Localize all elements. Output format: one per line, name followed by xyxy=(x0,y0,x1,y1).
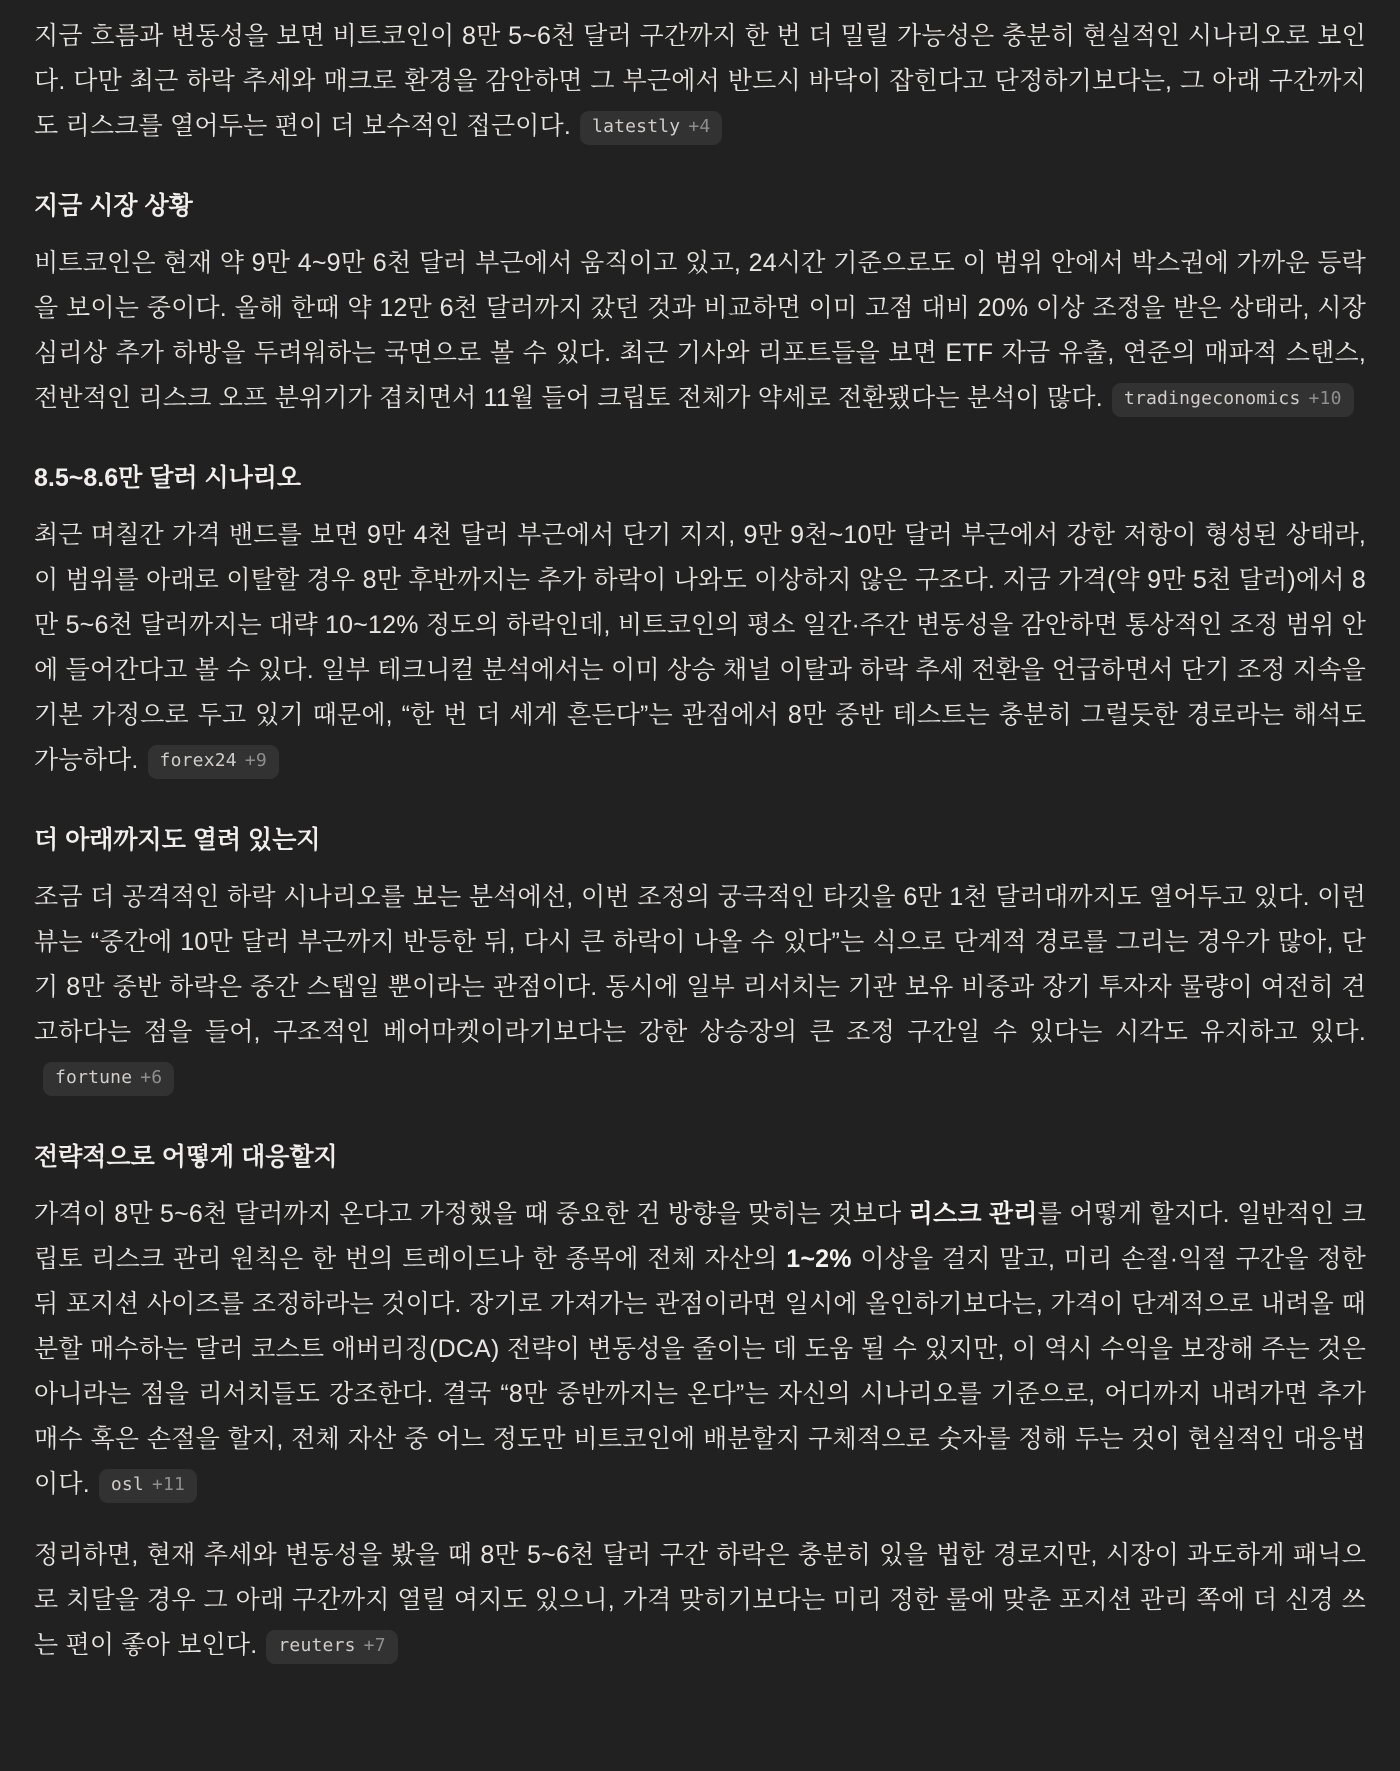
intro-text: 지금 흐름과 변동성을 보면 비트코인이 8만 5~6천 달러 구간까지 한 번 더 밀릴 가능성은 충분히 현실적인 시나리오로 보인다. 다만 최근 하락 추세와 매크로 환경을 감안하면 그 부근에서 반드시 바닥이 잡힌다고 단정하기보다는, 그 아래 구간까지도 리스크를 열어두는 편이 더 보수적인 접근이다. xyxy=(34,22,1366,140)
citation-badge-reuters[interactable] xyxy=(266,1630,397,1664)
citation-count: +6 xyxy=(140,1067,163,1088)
citation-source: tradingeconomics xyxy=(1123,388,1301,409)
section-text: 조금 더 공격적인 하락 시나리오를 보는 분석에선, 이번 조정의 궁극적인 타깃을 6만 1천 달러대까지도 열어두고 있다. 이런 뷰는 “중간에 10만 달러 부근까지 반등한 뒤, 다시 큰 하락이 나올 수 있다”는 식으로 단계적 경로를 그리는 경우가 많아, 단기 8만 중반 하락은 중간 스텝일 뿐이라는 관점이다. 동시에 일부 리서치는 기관 보유 비중과 장기 투자자 물량이 여전히 견고하다는 점을 들어, 구조적인 베어마켓이라기보다는 강한 상승장의 큰 조정 구간일 수 있다는 시각도 유지하고 있다. xyxy=(34,883,1366,1046)
citation-count: +9 xyxy=(244,750,267,771)
citation-badge-forex24[interactable] xyxy=(148,745,279,779)
citation-count: +7 xyxy=(363,1635,386,1656)
section-heading-strategy: 전략적으로 어떻게 대응할지 xyxy=(34,1143,338,1171)
section-heading-downside: 더 아래까지도 열려 있는지 xyxy=(34,826,321,854)
section-paragraph-market-status xyxy=(34,241,1366,421)
citation-count: +4 xyxy=(688,116,711,137)
citation-source: osl xyxy=(110,1474,144,1495)
citation-source: reuters xyxy=(278,1635,356,1656)
citation-badge-fortune[interactable] xyxy=(43,1062,174,1096)
citation-source: forex24 xyxy=(159,750,237,771)
section-paragraph-strategy xyxy=(34,1192,1366,1507)
section-paragraph-downside xyxy=(34,875,1366,1100)
citation-count: +11 xyxy=(151,1474,186,1495)
citation-badge-osl[interactable] xyxy=(99,1469,197,1503)
outro-text: 정리하면, 현재 추세와 변동성을 봤을 때 8만 5~6천 달러 구간 하락은 충분히 있을 법한 경로지만, 시장이 과도하게 패닉으로 치달을 경우 그 아래 구간까지 열릴 여지도 있으니, 가격 맞히기보다는 미리 정한 룰에 맞춘 포지션 관리 쪽에 더 신경 쓰는 편이 좋아 보인다. xyxy=(34,1541,1366,1659)
section-paragraph-scenario xyxy=(34,513,1366,783)
citation-source: latestly xyxy=(592,116,681,137)
citation-badge-tradingeconomics[interactable] xyxy=(1112,383,1354,417)
citation-source: fortune xyxy=(55,1067,133,1088)
outro-paragraph xyxy=(34,1533,1366,1668)
section-text: 최근 며칠간 가격 밴드를 보면 9만 4천 달러 부근에서 단기 지지, 9만 9천~10만 달러 부근에서 강한 저항이 형성된 상태라, 이 범위를 아래로 이탈할 경우 8만 후반까지는 추가 하락이 나와도 이상하지 않은 구조다. 지금 가격(약 9만 5천 달러)에서 8만 5~6천 달러까지는 대략 10~12% 정도의 하락인데, 비트코인의 평소 일간·주간 변동성을 감안하면 통상적인 조정 범위 안에 들어간다고 볼 수 있다. 일부 테크니컬 분석에서는 이미 상승 채널 이탈과 하락 추세 전환을 언급하면서 단기 조정 지속을 기본 가정으로 두고 있기 때문에, “한 번 더 세게 흔든다”는 관점에서 8만 중반 테스트는 충분히 그럴듯한 경로라는 해석도 가능하다. xyxy=(34,521,1366,774)
section-text: 비트코인은 현재 약 9만 4~9만 6천 달러 부근에서 움직이고 있고, 24시간 기준으로도 이 범위 안에서 박스권에 가까운 등락을 보이는 중이다. 올해 한때 약 12만 6천 달러까지 갔던 것과 비교하면 이미 고점 대비 20% 이상 조정을 받은 상태라, 시장 심리상 추가 하방을 두려워하는 국면으로 볼 수 있다. 최근 기사와 리포트들을 보면 ETF 자금 유출, 연준의 매파적 스탠스, 전반적인 리스크 오프 분위기가 겹치면서 11월 들어 크립토 전체가 약세로 전환됐다는 분석이 많다. xyxy=(34,249,1366,412)
section-heading-scenario: 8.5~8.6만 달러 시나리오 xyxy=(34,464,302,492)
citation-count: +10 xyxy=(1308,388,1342,409)
section-text: 가격이 8만 5~6천 달러까지 온다고 가정했을 때 중요한 건 방향을 맞히는 것보다 리스크 관리를 어떻게 할지다. 일반적인 크립토 리스크 관리 원칙은 한 번의 트레이드나 한 종목에 전체 자산의 1~2% 이상을 걸지 말고, 미리 손절·익절 구간을 정한 뒤 포지션 사이즈를 조정하라는 것이다. 장기로 가져가는 관점이라면 일시에 올인하기보다는, 가격이 단계적으로 내려올 때 분할 매수하는 달러 코스트 애버리징(DCA) 전략이 변동성을 줄이는 데 도움 될 수 있지만, 이 역시 수익을 보장해 주는 것은 아니라는 점을 리서치들도 강조한다. 결국 “8만 중반까지는 온다”는 자신의 시나리오를 기준으로, 어디까지 내려가면 추가 매수 혹은 손절을 할지, 전체 자산 중 어느 정도만 비트코인에 배분할지 구체적으로 숫자를 정해 두는 것이 현실적인 대응법이다. xyxy=(34,1200,1367,1498)
citation-badge-latestly[interactable] xyxy=(580,111,722,145)
intro-paragraph xyxy=(34,14,1366,149)
section-heading-market-status: 지금 시장 상황 xyxy=(34,192,193,220)
